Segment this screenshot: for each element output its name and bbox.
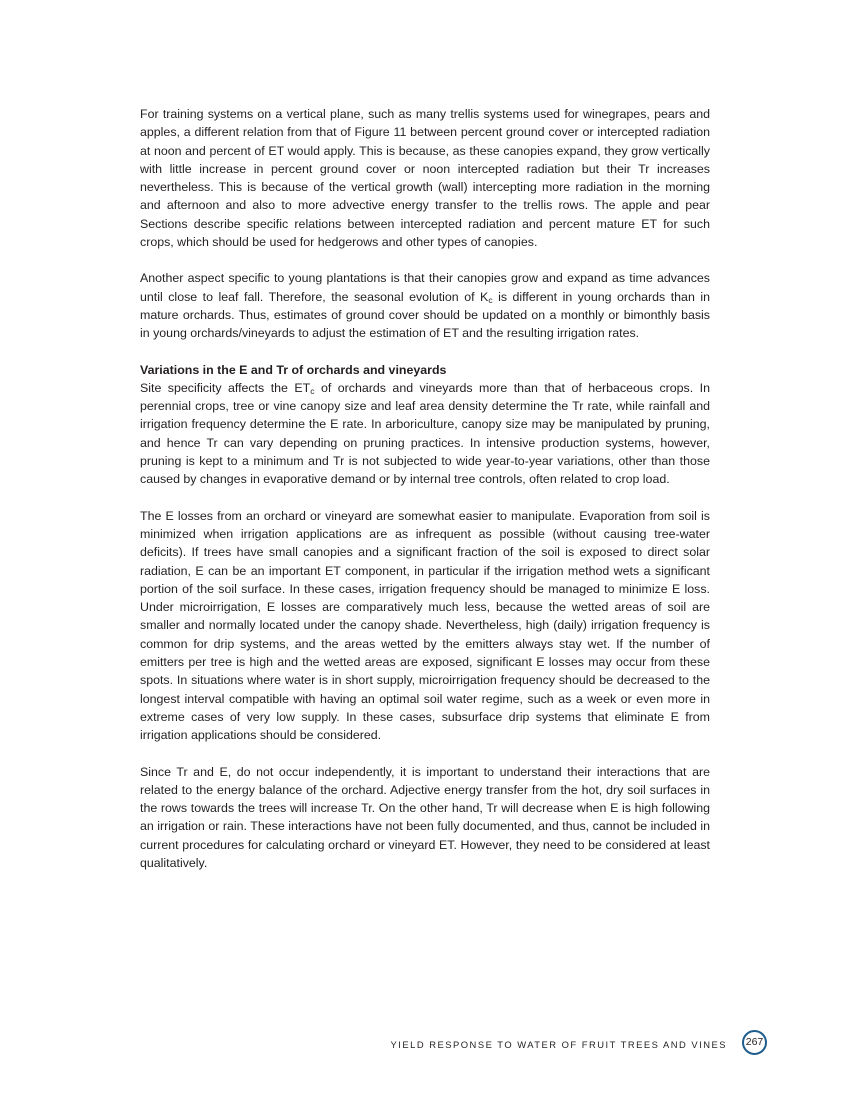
paragraph-young-plantations-part1: Another aspect specific to young plantations is that their canopies grow and expand as time advances until close to leaf fall. Therefore, the seasonal evolution of K [140,271,710,304]
paragraph-site-specificity-part2: of orchards and vineyards more than that of herbaceous crops. In perennial crops, tree or vine canopy size and leaf area density determine the Tr rate, while rainfall and irrigation frequency determine the E rate. In arboriculture, canopy size may be manipulated by pruning, and hence Tr can vary depending on pruning practices. In intensive production systems, however, pruning is kept to a minimum and Tr is not subjected to wide year-to-year variations, other than those caused by changes in evaporative demand or by internal tree controls, often related to crop load. [140,380,710,487]
running-title: YIELD RESPONSE TO WATER OF FRUIT TREES AND VINES [390,1039,727,1050]
paragraph-trellis-systems: For training systems on a vertical plane, such as many trellis systems used for winegrapes, pears and apples, a different relation from that of Figure 11 between percent ground cover or intercepted radiation at noon and percent of ET would apply. This is because, as these canopies expand, they grow vertically with little increase in percent ground cover or noon intercepted radiation but their Tr increases nevertheless. This is because of the vertical growth (wall) intercepting more radiation in the morning and afternoon and also to more advective energy transfer to the trellis rows. The apple and pear Sections describe specific relations between intercepted radiation and percent mature ET for such crops, which should be used for hedgerows and other types of canopies. [140,107,710,250]
kc-subscript: c [488,294,493,305]
etc-subscript: c [310,385,315,396]
page-footer [300,1030,767,1060]
paragraph-young-plantations-part2: is different in young orchards than in mature orchards. Thus, estimates of ground cover should be updated on a monthly or bimonthly basis in young orchards/vineyards to adjust the estimation of ET and the resulting irrigation rates. [140,289,710,341]
paragraph-site-specificity [140,379,710,489]
section-heading: Variations in the E and Tr of orchards and vineyards [140,362,447,377]
paragraph-site-specificity-part1: Site specificity affects the ET [140,380,311,395]
paragraph-young-plantations [140,269,710,342]
paragraph-e-losses: The E losses from an orchard or vineyard are somewhat easier to manipulate. Evaporation from soil is minimized when irrigation applications are as infrequent as possible (without causing tree-water deficits). If trees have small canopies and a significant fraction of the soil is exposed to direct solar radiation, E can be an important ET component, in particular if the irrigation method wets a significant portion of the soil surface. In these cases, irrigation frequency should be managed to minimize E loss. Under microirrigation, E losses are comparatively much less, because the wetted areas of soil are smaller and normally located under the canopy shade. Nevertheless, high (daily) irrigation frequency is common for drip systems, and the areas wetted by the emitters always stay wet. If the number of emitters per tree is high and the wetted areas are exposed, significant E losses may occur from these spots. In situations where water is in short supply, microirrigation frequency should be decreased to the longest interval compatible with having an optimal soil water regime, such as a week or even more in extreme cases of very low supply. In these cases, subsurface drip systems that eliminate E from irrigation applications should be considered. [140,508,710,743]
page-body [140,105,710,872]
paragraph-interactions: Since Tr and E, do not occur independently, it is important to understand their interactions that are related to the energy balance of the orchard. Adjective energy transfer from the hot, dry soil surfaces in the rows towards the trees will increase Tr. On the other hand, Tr will decrease when E is high following an irrigation or rain. These interactions have not been fully documented, and thus, cannot be included in current procedures for calculating orchard or vineyard ET. However, they need to be considered at least qualitatively. [140,764,710,870]
page-number-badge: 267 [742,1030,767,1055]
